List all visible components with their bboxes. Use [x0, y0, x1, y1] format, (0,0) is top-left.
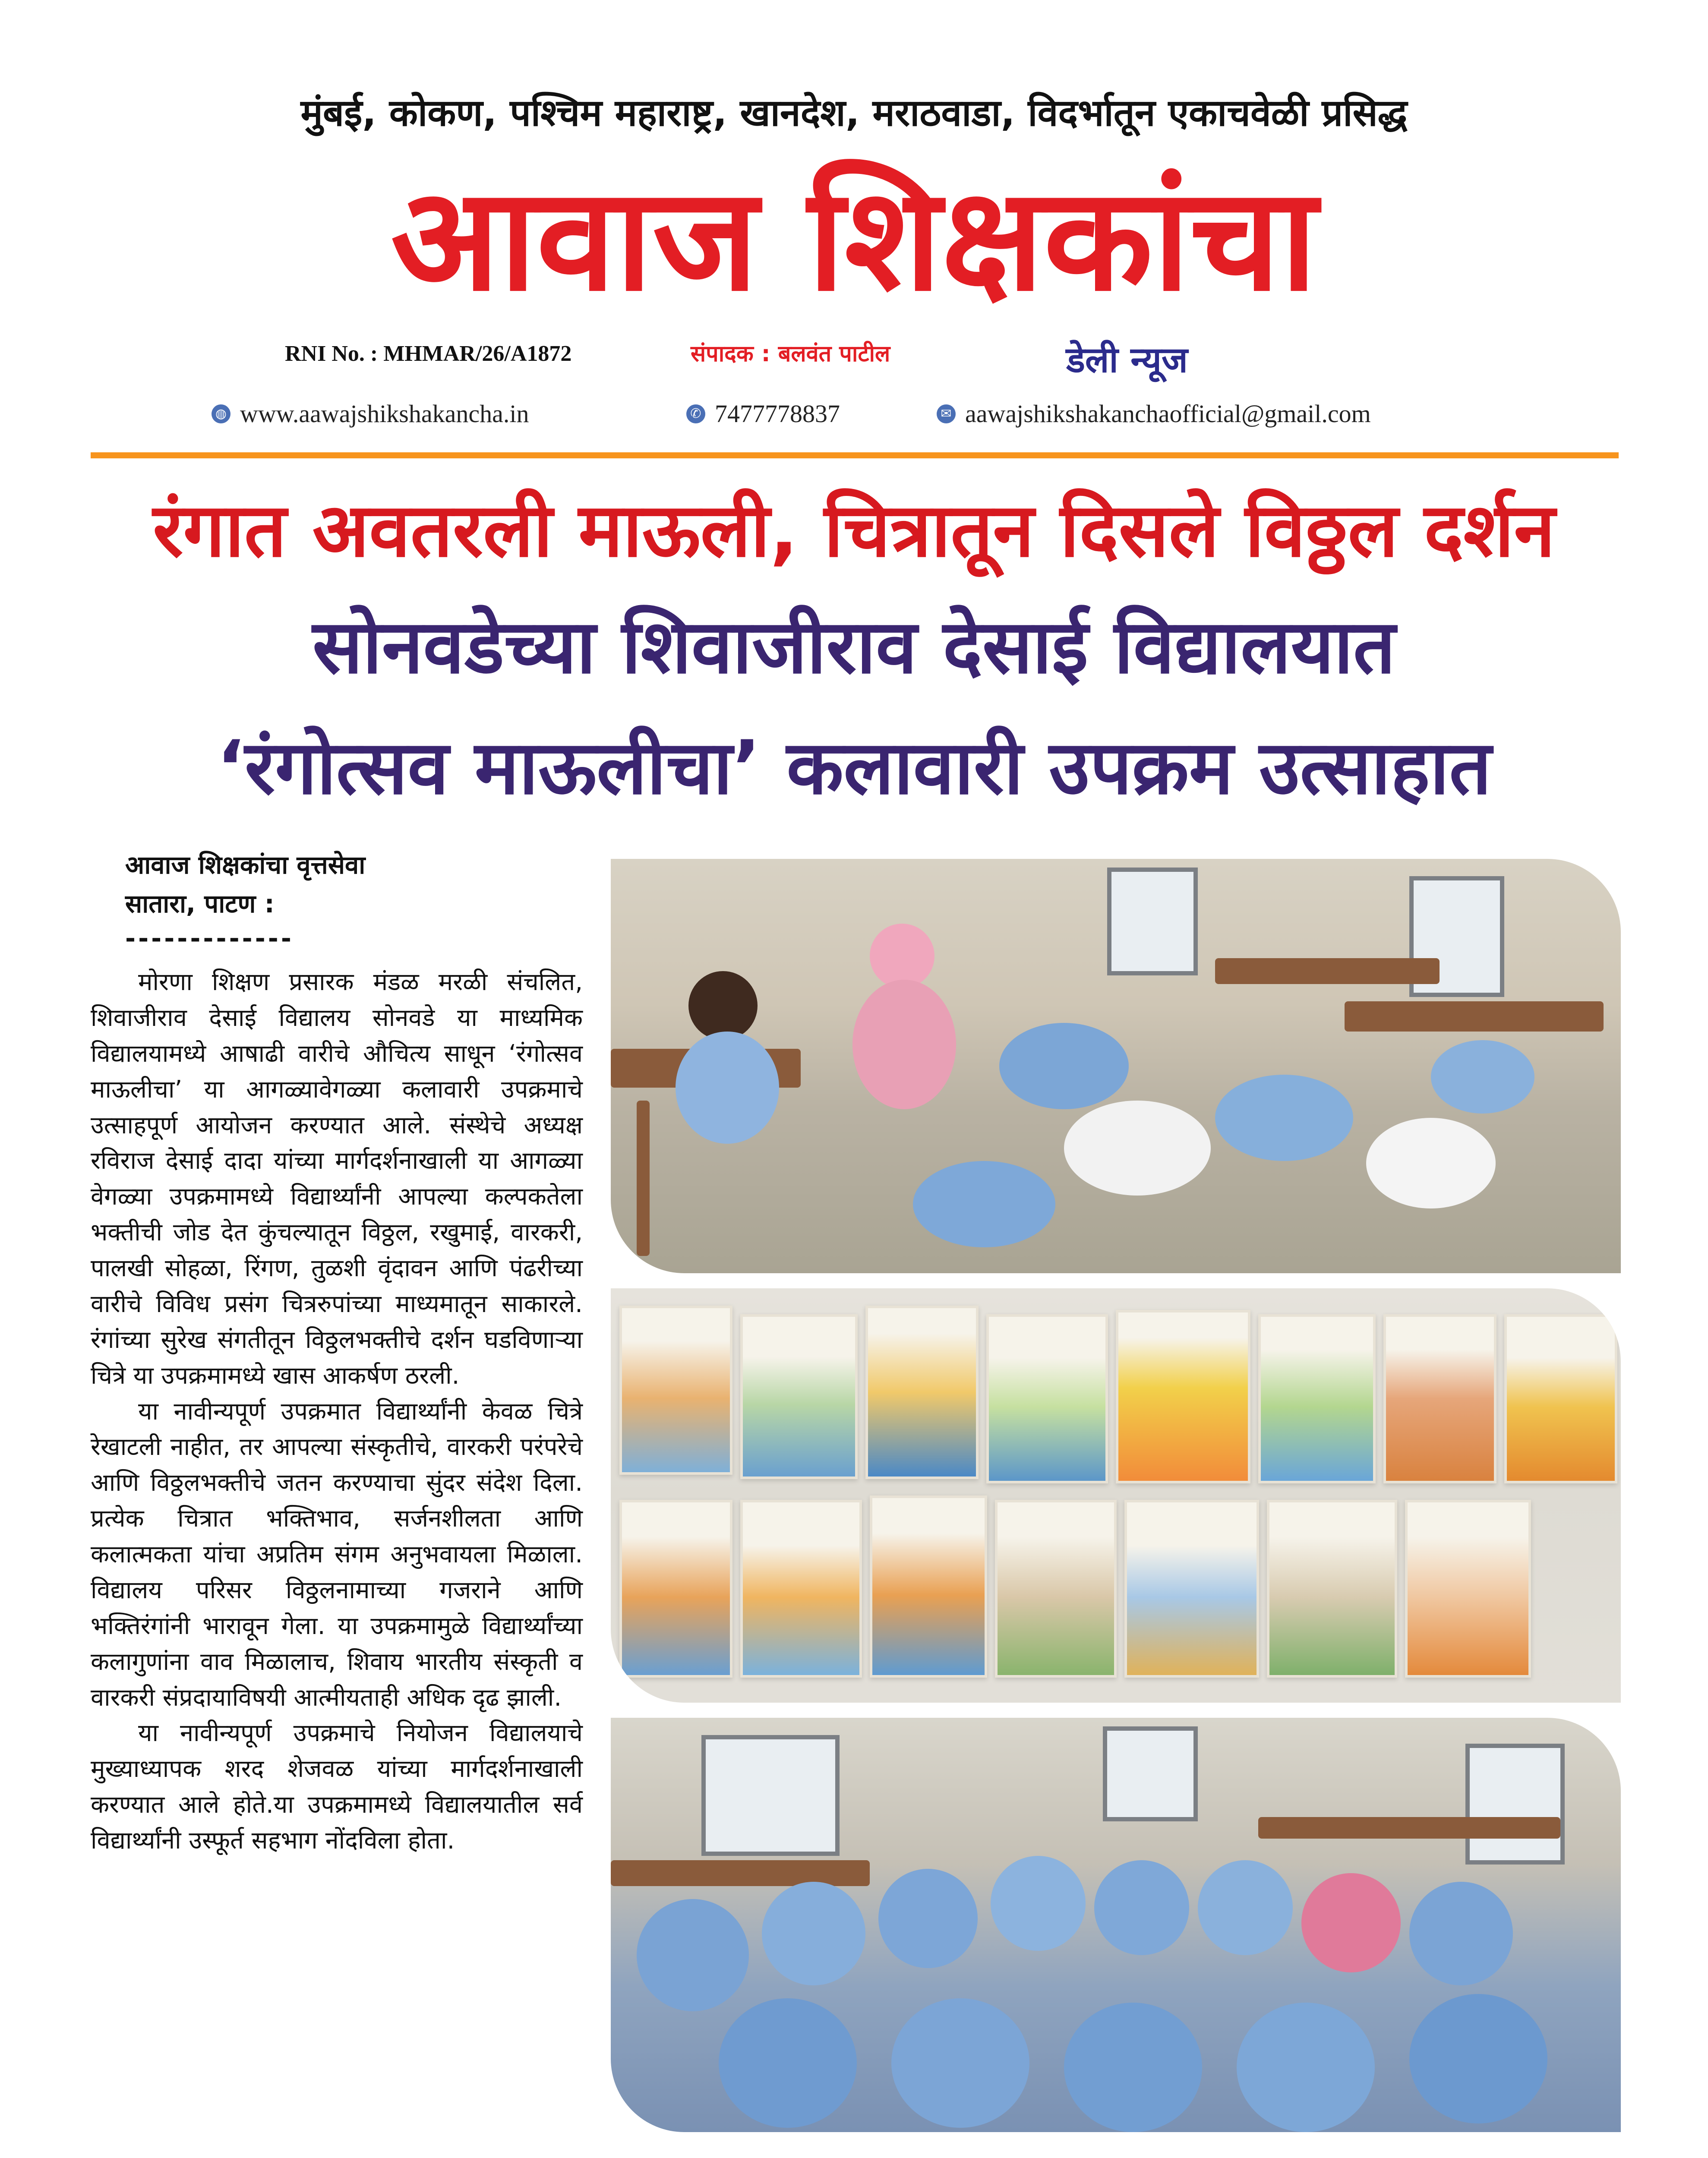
article-body	[91, 965, 583, 1859]
tagline: मुंबई, कोकण, पश्चिम महाराष्ट्र, खानदेश, मराठवाडा, विदर्भातून एकाचवेळी प्रसिद्ध	[300, 91, 1408, 135]
article-paragraph-1: मोरणा शिक्षण प्रसारक मंडळ मरळी संचलित, शिवाजीराव देसाई विद्यालय सोनवडे या माध्यमिक विद्यालयामध्ये आषाढी वारीचे औचित्य साधून ‘रंगोत्सव माऊलीचा’ या आगळ्यावेगळ्या कलावारी उपक्रमाचे उत्साहपूर्ण आयोजन करण्यात आले. संस्थेचे अध्यक्ष रविराज देसाई दादा यांच्या मार्गदर्शनाखाली या आगळ्या वेगळ्या उपक्रमामध्ये विद्यार्थ्यांनी आपल्या कल्पकतेला भक्तीची जोड देत कुंचल्यातून विठ्ठल, रखुमाई, वारकरी, पालखी सोहळा, रिंगण, तुळशी वृंदावन आणि पंढरीच्या वारीचे विविध प्रसंग चित्ररुपांच्या माध्यमातून साकारले. रंगांच्या सुरेख संगतीतून विठ्ठलभक्तीचे दर्शन घडविणाऱ्या चित्रे या उपक्रमामध्ये खास आकर्षण ठरली.	[91, 968, 583, 1390]
article-paragraph-3: या नावीन्यपूर्ण उपक्रमाचे नियोजन विद्यालयाचे मुख्याध्यापक शरद शेजवळ यांच्या मार्गदर्शनाखाली करण्यात आले होते.या उपक्रमामध्ये विद्यालयातील सर्व विद्यार्थ्यांनी उस्फूर्त सहभाग नोंदविला होता.	[91, 1719, 583, 1855]
photo-paintings-display	[611, 1288, 1621, 1703]
editor-name: संपादक : बलवंत पाटील	[691, 341, 890, 367]
phone-text: 7477778837	[715, 400, 840, 428]
article-paragraph-2: या नावीन्यपूर्ण उपक्रमात विद्यार्थ्यांनी केवळ चित्रे रेखाटली नाहीत, तर आपल्या संस्कृतीचे, वारकरी परंपरेचे आणि विठ्ठलभक्तीचे जतन करण्याचा सुंदर संदेश दिला. प्रत्येक चित्रात भक्तिभाव, सर्जनशीलता आणि कलात्मकता यांचा अप्रतिम संगम अनुभवायला मिळाला. विद्यालय परिसर विठ्ठलनामाच्या गजराने आणि भक्तिरंगांनी भारावून गेला. या उपक्रमामुळे विद्यार्थ्यांच्या कलागुणांना वाव मिळालाच, शिवाय भारतीय संस्कृती व वारकरी संप्रदायाविषयी आत्मीयताही अधिक दृढ झाली.	[91, 1397, 583, 1712]
email-contact[interactable]	[937, 399, 1371, 428]
mail-icon: ✉	[937, 404, 956, 423]
headline-sub-2: ‘रंगोत्सव माऊलीचा’ कलावारी उपक्रम उत्साहात	[216, 724, 1492, 811]
email-text: aawajshikshakanchaofficial@gmail.com	[965, 400, 1371, 428]
phone-icon: ✆	[686, 404, 705, 423]
website-text: www.aawajshikshakancha.in	[240, 400, 529, 428]
headline-main: रंगात अवतरली माऊली, चित्रातून दिसले विठ्ठल दर्शन	[153, 487, 1555, 574]
header-divider	[91, 452, 1619, 458]
dateline: सातारा, पाटण :	[125, 889, 275, 918]
masthead-logo: आवाज शिक्षकांचा	[391, 157, 1317, 322]
headline-sub-1: सोनवडेच्या शिवाजीराव देसाई विद्यालयात	[312, 603, 1396, 690]
daily-news-label: डेली न्यूज	[1066, 340, 1188, 381]
globe-icon: ◍	[212, 404, 230, 423]
byline-divider: -------------	[125, 924, 294, 953]
byline	[125, 846, 365, 924]
rni-number: RNI No. : MHMAR/26/A1872	[285, 341, 572, 366]
photo-students-drawing-classroom	[611, 859, 1621, 1273]
news-service: आवाज शिक्षकांचा वृत्तसेवा	[125, 850, 366, 880]
phone-contact[interactable]	[686, 399, 840, 428]
photo-students-hall	[611, 1718, 1621, 2132]
website-contact[interactable]	[212, 399, 529, 428]
